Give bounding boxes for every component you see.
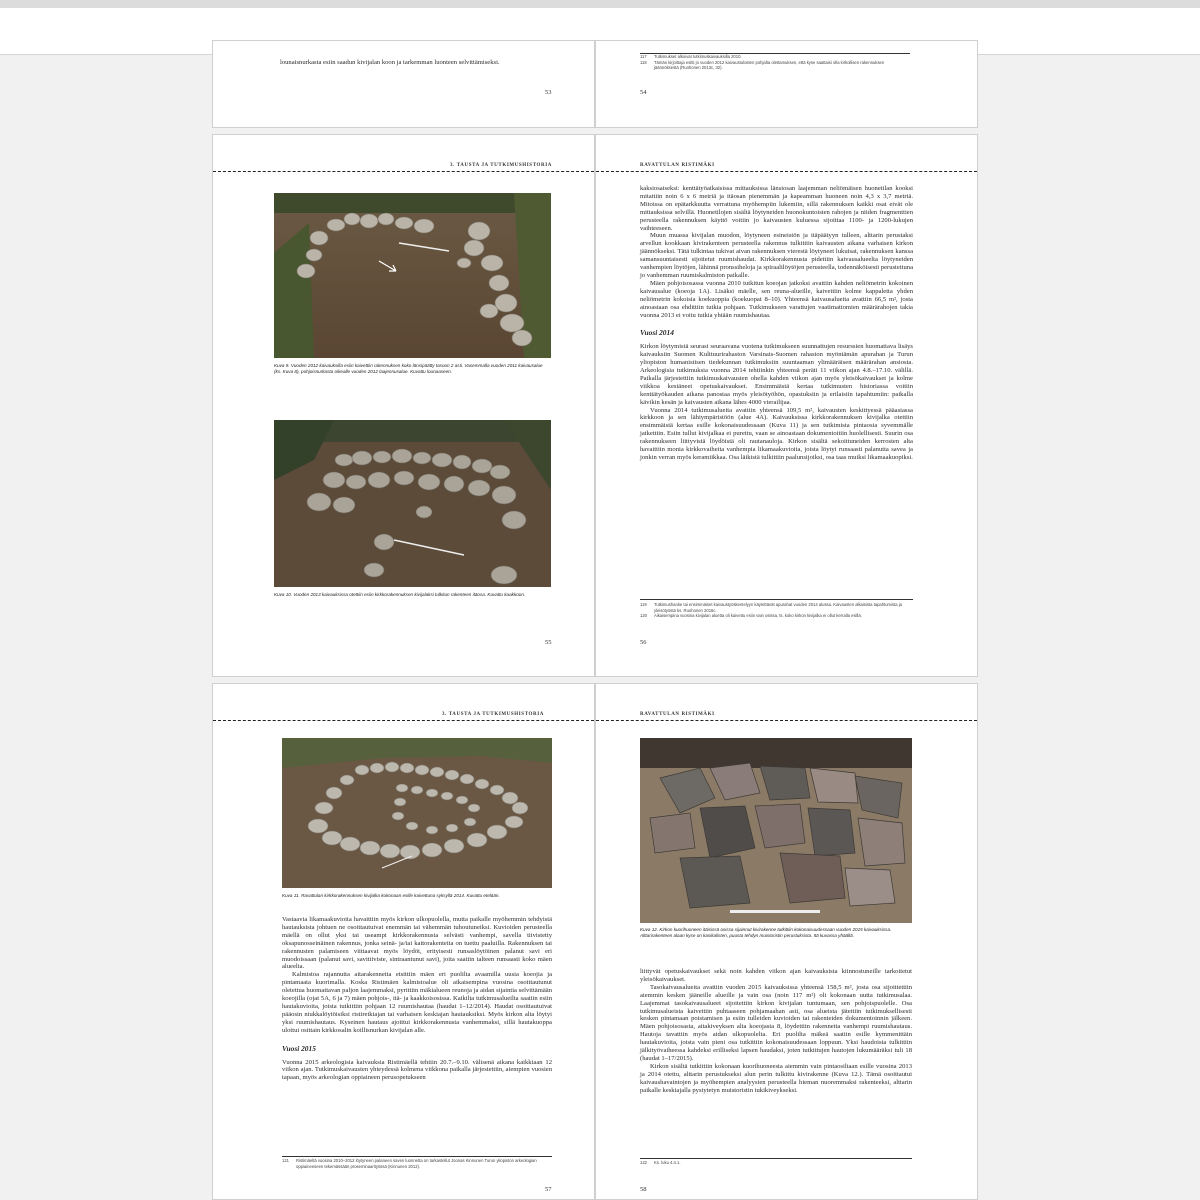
paragraph: Mäen pohjoisosassa vuonna 2010 tutkitun koeojan jatkoksi avattiin kahden neliömetrin kokoinen kaivausalue (koeoja 1A). Lisäksi mäelle, sen reuna-alueille, kaivettiin kolme kappaletta yhden neliömetrin kokoisia koekuoppia (koekuopat 8–10). Yhteensä kaivausalueita avattiin 66,5 m², josta ainoastaan osa ehdittiin tutkia pohjaan. Tutkimukseen varattujen vaatimattomien määrärahojen takia vuonna 2013 ei voitu tutkia yhtään ruumishautaa.	[640, 279, 913, 319]
page-58	[595, 683, 978, 1200]
page-58-body	[640, 968, 912, 1095]
page-number: 54	[640, 89, 647, 96]
page-56	[595, 134, 978, 677]
paragraph: Kirkon sisältä tutkittiin kokonaan kuorihuoneesta aiemmin vain pintaosiltaan esille vuosina 2013 ja 2014 otettu, alttarin perustukseksi alun perin tulkittu kivirakenne (Kuva 12.). Tämä osoittautui kaivaushavaintojen ja myöhempien analyysien perusteella hieman nuoremmaksi rakenteeksi, alttarin paikalle keskiajalla pystytetyn muistoristin tukikiveykseksi.	[640, 1062, 912, 1094]
footnotes	[640, 1160, 912, 1166]
figure-12-caption: Kuva 12. Kirkon kuorihuoneen itäisissä osissa sijainnut kivirakenne tutkittiin kokonaisuudessaan vuoden 2015 kaivauksissa. Alttarirakenteen alaan kyse on kasikalisten, puusta tehdyn muistoristin perustuksista. Itä kuvassa yhäällä.	[640, 927, 892, 938]
footnote: 120 Aikaisempina vuosina kivijalan aluetta oli kaivettu esiin vain osissa, ts. koko kirkon kivijalka ei ollut kerralla esillä.	[640, 613, 862, 619]
figure-11-caption: Kuva 11. Ravattulan kirkkorakennuksen kivijalka kokonaan esille kaivettuna syksyllä 2014. Kuvattu etelään.	[282, 893, 500, 898]
page-number: 55	[545, 639, 552, 646]
footnote-rule	[640, 599, 913, 600]
paragraph: Vuonna 2015 arkeologisia kaivauksia Ristimäellä tehtiin 20.7.–9.10. välisenä aikana kaikkiaan 12 viikon ajan. Tutkimuskaivausten yhteydessä kolmena viikkona paikalla järjestettiin, aiempien vuosien tapaan, myös arkeologian oppiaineen perusopetukseen	[282, 1058, 552, 1082]
figure-11-photo	[282, 738, 552, 888]
paragraph: Muun muassa kivijalan muodon, löytyneen esineistön ja itäpäätyyn tulleen, alttarin perustaksi arvellun kookkaan kivirakenteen perusteella rakennus tulkittiin kaivausten aikana varhaisen kirkon jäännökseksi. Tätä tulkintaa tukivat aivan rakennuksen vierestä löytyneet lukuisat, rakennuksen kanssa samansuuntaisesti sijoitetut ruumishaudat. Kirkkorakennusta pidettiin kaivausalueelta löytyneiden vanhempien löytöjen, lähinnä pronssiheloja ja spiraalilöytöjen perusteella, todennäköisesti perustettuna jo vanhemman ruumiskalmiston paikalle.	[640, 232, 913, 279]
footnote-rule	[640, 1158, 912, 1159]
head-rule	[213, 171, 594, 172]
figure-12-photo	[640, 738, 912, 923]
footnote-rule	[282, 1156, 552, 1157]
page-54	[595, 40, 978, 128]
paragraph: Vastaavia likamaakuvioita havaittiin myös kirkon ulkopuolella, mutta paikalle myöhemmin tehdyistä hautauksista johtuen ne osoittautuivat enemmän tai vähemmän tuhoutuneiksi. Kuvioiden perusteella mäellä on ollut yksi tai useampi kirkkorakennusta selvästi vanhempi, savella tiivistetty oksapunosseinäinen rakennus, jonka seinä- ja/tai kattorakenteita on tuettu paaluilla. Rakennuksen tai rakennusten palamiseen viittaavat myös löydöt, erityisesti runsaslöytöinen palanut savi eri muodoissaan (palanut savi, savitiiviste, sintraantunut savi), joita saatiin talteen runsaasti koko mäen alueelta.	[282, 916, 552, 971]
page-number: 53	[545, 89, 552, 96]
page-number: 57	[545, 1186, 552, 1193]
head-rule	[596, 171, 977, 172]
footnotes	[640, 54, 910, 71]
footnotes	[640, 602, 913, 619]
running-head: RAVATTULAN RISTIMÄKI	[640, 712, 715, 717]
page-56-body	[640, 185, 913, 462]
footnote: 122 Ks. luku 4.4.1.	[640, 1160, 681, 1165]
paragraph: kaksiosaiseksi: kenttätyöaikaisissa mittauksissa länsiosan laajemman neliömäisen huonetilan kooksi mitattiin noin 6 x 6 metriä ja itäosan pienemmän ja kapeamman huoneen noin 4,3 x 3,7 metriä. Mitoissa on epätarkkuutta verrattuna myöhempiin lukemiin, sillä rakennuksen kaikki osat eivät ole mittauksissa selvillä. Huonetilojen sisältä löytyneiden huonokuntoisten rahojen ja niiden fragmenttien perusteella rakennuksen käyttö voitiin jo kaivausten kuluessa sijoittaa 1100- ja 1200-lukujen vaihteeseen.	[640, 185, 913, 232]
page-number: 58	[640, 1186, 647, 1193]
paragraph: lounaisnurkasta esiin saadun kivijalan koon ja tarkemman luonteen selvittämiseksi.	[280, 59, 500, 66]
footnotes	[282, 1158, 552, 1169]
footnote: 118 Tämän kirjoittaja esitti jo vuoden 2012 kaivaustulosten pohjalta olettamuksen, että kyse saattaisi olla kirkollisen rakennuksen jäännöksestä (Ruohonen 2013c, 32).	[640, 59, 885, 71]
footnote: 117 Tutkimukset alkoivat tutkimuskaivauksilla 2010.	[640, 54, 742, 59]
paragraph: liittyvät opetuskaivaukset sekä noin kahden viikon ajan kaivauksista kiinnostuneille tarkoitetut yleisökaivaukset.	[640, 968, 912, 983]
footnote: 121 Ristimäeltä vuosina 2010–2012 löytyneen palaneen saven luonnetta on tarkastellut Joonas Kinnunen Turun yliopiston arkeologian oppiaineeseen tekemässään proseminaarityössä (Kinnunen 2012).	[282, 1158, 537, 1169]
window-top-strip	[0, 0, 1200, 8]
page-number: 56	[640, 639, 647, 646]
running-head: RAVATTULAN RISTIMÄKI	[640, 163, 715, 168]
page-53-body	[280, 59, 570, 67]
section-heading: Vuosi 2014	[640, 328, 674, 338]
paragraph: Vuonna 2014 tutkimusalueita avattiin yhteensä 109,5 m², kaivausten keskittyessä pääasiassa kirkkoon ja sen lähiympäristöön (alue 4A). Kaivauksissa kirkkorakennuksen kivijalka otettiin ensimmäistä kertaa esille kokonaisuudessaan (Kuva 11) ja sen tutkimista pintaosia syvemmälle jatkettiin. Esiin tullut kivijalkaa ei purettu, vaan se ainoastaan dokumentoitiin huolellisesti. Suurin osa rakennukseen liittyvistä löydöistä oli rautanauloja. Kirkon sisältä sekoittuneiden kerrosten alta havaittiin monia kirkkovaiheita vanhempia likamaakuvioita, joista löytyi runsaasti palanutta savea ja jonkin verran myös keramiikkaa. Osa läikistä tulkittiin paalunsijoiksi, osa taas muiksi likamaakuopiksi.	[640, 406, 913, 461]
page-57-body	[282, 916, 552, 1082]
page-57	[212, 683, 595, 1200]
running-head: 3. TAUSTA JA TUTKIMUSHISTORIA	[442, 712, 544, 717]
section-heading: Vuosi 2015	[282, 1043, 316, 1053]
paragraph: Tasokaivausalueita avattiin vuoden 2015 kaivauksissa yhteensä 158,5 m², josta osa sijoittettiin aiemmin kesken jääneille alueille ja vain osa (noin 117 m²) oli kokonaan uutta tutkimusalaa. Laajemmat tasokaivausalueet sijoitettiin kirkon kivijalan tuntumaan, sen pohjoispuolelle. Osa tutkimusalueista kaivettiin puhtaaseen pohjamaahan asti, osa alueista jätettiin tutkimuksellisesti kesken pintamaan poistamisen ja esiin tulleiden kuvioiden tai rakenteiden dokumentoinnin jälkeen. Mäen pohjoisosasta, aitakiveyksen alta koeojasta 8, löydettiin rakennetta vanhempi ruumishautaus. Hautoja tavattiin myös aidan ulkopuolelta. Eri puolilta mäkeä saatiin esille kymmenittäin hautakuvioita, joista vain pieni osa tutkittiin kokonaisuudessaan loppuun. Yksi haudoista tulkittiin jälkityövaiheessa kahdeksi erilliseksi lapsen haudaksi, joten tutkittujen hautojen lukumääräksi tuli 18 (haudat 1–17/2015).	[640, 983, 912, 1062]
figure-9-photo	[274, 193, 551, 358]
page-53	[212, 40, 595, 128]
figure-9-caption: Kuva 9. Vuoden 2012 kaivauksilla esiin kaivettiin rakennuksen koko länsipäätty tasoon 2 asti. Vasemmalla vuoden 2011 kaivausalue (ks. Kuva 8), pohjoisnurkasta oikealle vuoden 2012 laajennusalue. Kuvattu lounaaseen.	[274, 363, 543, 374]
figure-10-caption: Kuva 10. Vuoden 2013 kaivauksissa otettiin esiin kirkkorakennuksen kivijalaksi tulkitun rakenteen itäosa. Kuvattu kaakkoon.	[274, 592, 526, 597]
head-rule	[213, 720, 594, 721]
paragraph: Kalmistoa rajannutta aitarakennetta etsittiin mäen eri puolilta avaamilla uusia koeojia ja pintamaata kuorimalla. Koska Ristimäen kalmistoalue oli aikaisempina vuosina osoittautunut oletettua huomattavan paljon laajemmaksi, pyrittiin mäkialueen reunoja ja aidan sijaintia selvittämään koeojilla (ojat 5A, 6 ja 7) mäen pohjois-, itä- ja kaakkoisosissa. Kaikilta tutkimusalueilta saatiin esiin hautakuvioita, joista tutkittiin pohjaan 12 ruumishautaa (haudat 1–12/2014). Haudat osoittautuivat pääosin niukkalöytöisiksi ristiretkiajan tai varhaisen keskiajan hautauksiksi. Myös kirkon alta löytyi yksi ruumishautaus. Kyseinen hautaus ajoittui kirkkorakennusta vanhemmaksi, sillä hautakuoppa ulottui osittain kirkkosalin koillisnurkan kivijalan alle.	[282, 971, 552, 1034]
running-head: 3. TAUSTA JA TUTKIMUSHISTORIA	[450, 163, 552, 168]
paragraph: Kirkon löytymistä seurasi seuraavana vuotena tutkimukseen suunnattujen resurssien huomattava lisäys kaivauksiin Suomen Kulttuurirahaston Varsinais-Suomen rahaston myöntämän apurahan ja Turun yliopiston humanistisen tiedekunnan tutkimuksiin suuntaaman ylimääräisen määrärahan ansiosta. Arkeologisia tutkimuksia vuonna 2014 tehtiinkin yhteensä peräti 11 viikon ajan 4.8.–17.10. välillä. Paikalla järjestettiin tutkimuskaivausten ohella kahden viikon ajan myös yleisökaivaukset ja kolme viikkoa kestäneet opetuskaivaukset. Ensimmäistä kertaa tutkimusten historiassa voitiin kenttätyökauden aikana panostaa myös yleisötyöhön, opastuksiin ja erilaisiin tapahtumiin: paikalla kävikin kesän ja kaivausten aikana lähes 4000 vierailijaa.	[640, 343, 913, 406]
head-rule	[596, 720, 977, 721]
page-55	[212, 134, 595, 677]
figure-10-photo	[274, 420, 551, 587]
footnote: 119 Tutkimushanke tai ensimmäiset kaivaustyöskentelyyn käytettävät apurahat vuoden 2014 alussa. Kaivausten alkaisista tapahtumista ja yleisötyöstä ks. Ruohonen 2016c.	[640, 602, 902, 613]
